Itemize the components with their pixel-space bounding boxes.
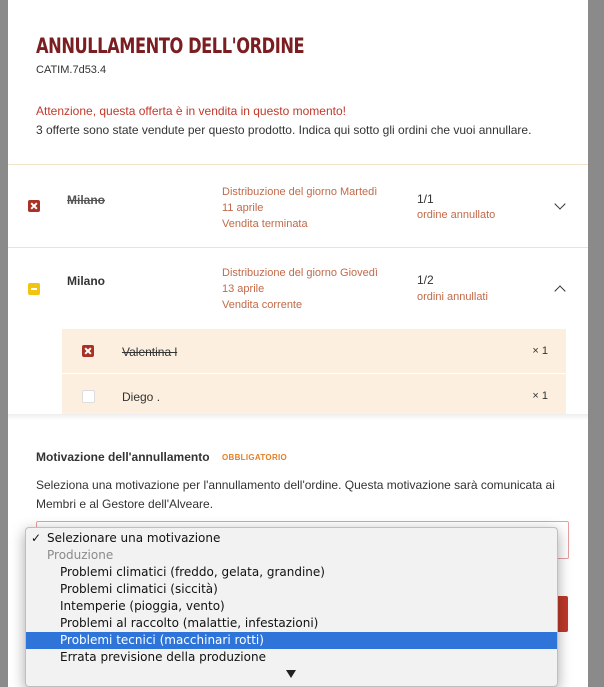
sale-status: Vendita corrente [222, 299, 303, 311]
dropdown-option-highlighted[interactable] [26, 632, 557, 649]
info-text: 3 offerte sono state vendute per questo prodotto. Indica qui sotto gli ordini che vuoi annullare. [36, 123, 532, 137]
suborder-checkbox[interactable] [82, 345, 94, 357]
row-name: Milano [67, 193, 105, 207]
row-checkbox-partial[interactable] [28, 283, 40, 295]
dropdown-option[interactable] [26, 615, 557, 632]
option-label: Problemi tecnici (macchinari rotti) [60, 633, 264, 647]
divider [8, 247, 588, 248]
list-item [62, 374, 566, 418]
cancel-status: ordine annullato [417, 209, 496, 221]
dropdown-option[interactable] [26, 530, 557, 547]
dropdown-group-label [26, 547, 557, 564]
dropdown-option[interactable] [26, 564, 557, 581]
distribution-info [222, 184, 377, 232]
chevron-down-icon[interactable] [554, 198, 565, 209]
cancel-count: 1/2 [417, 273, 434, 287]
option-label: Selezionare una motivazione [47, 531, 221, 545]
cancel-count: 1/1 [417, 192, 434, 206]
option-label: Problemi climatici (siccità) [60, 582, 218, 596]
dropdown-option[interactable] [26, 598, 557, 615]
row-name: Milano [67, 274, 105, 288]
option-label: Intemperie (pioggia, vento) [60, 599, 225, 613]
distribution-day: Distribuzione del giorno Martedì [222, 186, 378, 198]
required-badge: OBBLIGATORIO [222, 453, 288, 462]
motivation-dropdown[interactable] [25, 527, 558, 687]
sale-status: Vendita terminata [222, 218, 308, 230]
warning-text: Attenzione, questa offerta è in vendita in questo momento! [36, 104, 346, 118]
distribution-day: Distribuzione del giorno Giovedì [222, 267, 378, 279]
chevron-up-icon[interactable] [554, 285, 565, 296]
cancel-status: ordini annullati [417, 291, 488, 303]
group-label: Produzione [47, 548, 114, 562]
distribution-date: 13 aprile [222, 283, 265, 295]
option-label: Problemi climatici (freddo, gelata, grandine) [60, 565, 325, 579]
option-label: Errata previsione della produzione [60, 650, 266, 664]
distribution-info [222, 265, 378, 313]
option-label: Problemi al raccolto (malattie, infestazioni) [60, 616, 319, 630]
quantity: × 1 [532, 390, 548, 402]
row-checkbox-cancelled[interactable] [28, 200, 40, 212]
scroll-shadow [8, 414, 588, 420]
list-item [62, 329, 566, 373]
distribution-date: 11 aprile [222, 202, 264, 214]
dropdown-option[interactable] [26, 581, 557, 598]
suborder-checkbox[interactable] [82, 390, 95, 403]
product-code: CATIM.7d53.4 [36, 64, 107, 76]
motivation-description: Seleziona una motivazione per l'annullamento dell'ordine. Questa motivazione sarà comunicata ai Membri e al Gestore dell'Alveare. [36, 478, 555, 511]
customer-name: Diego . [122, 390, 161, 404]
motivation-label: Motivazione dell'annullamento [36, 450, 210, 464]
dropdown-option[interactable] [26, 649, 557, 666]
scroll-down-arrow-icon[interactable] [286, 670, 296, 678]
customer-name: Valentina l [122, 345, 178, 359]
quantity: × 1 [532, 345, 548, 357]
page-title: ANNULLAMENTO DELL'ORDINE [36, 34, 305, 58]
divider [8, 164, 588, 165]
checkmark-icon: ✓ [31, 531, 42, 545]
